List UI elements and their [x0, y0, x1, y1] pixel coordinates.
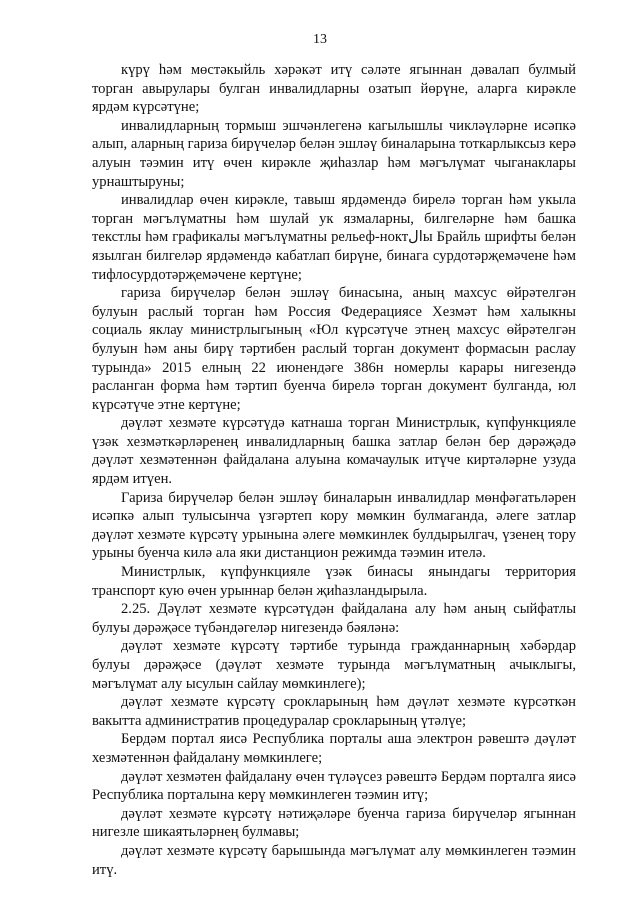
paragraph: дәүләт хезмәте күрсәтү барышында мәгълүмат алу мөмкинлеген тәэмин итү.: [92, 842, 576, 878]
paragraph: күрү һәм мөстәкыйль хәрәкәт итү сәләте ягыннан дәвалап булмый торган авырулары булган инвалидларны озатып йөрүне, аларга кирәкле ярдәм күрсәтүне;: [92, 62, 576, 116]
paragraph: гариза бирүчеләр белән эшләү бинасына, аның махсус өйрәтелгән булуын раслый торган һәм Россия Федерациясе Хезмәт һәм халыкны социаль яклау министрлыгының «Юл күрсәтүче этнең махсус өйрәтелгән булуын һәм аны бирү тәртибен раслый торган документ формасын раслау турында» 2015 елның 22 июнендәге 386н номерлы карары нигезендә расланган форма һәм тәртип буенча бирелә торган документ булганда, юл күрсәтүче этне кертүне;: [92, 285, 576, 413]
paragraph: 2.25. Дәүләт хезмәте күрсәтүдән файдалана алу һәм аның сыйфатлы булуы дәрәҗәсе түбәндәгеләр нигезендә бәяләнә:: [92, 601, 576, 636]
paragraph: дәүләт хезмәте күрсәтү тәртибе турында гражданнарның хәбәрдар булуы дәрәҗәсе (дәүләт хезмәте турында мәгълүматның ачыклыгы, мәгълүмат алу ысулын сайлау мөмкинлеге);: [92, 638, 576, 692]
paragraph: инвалидларның тормыш эшчәнлегенә кагылышлы чикләүләрне исәпкә алып, аларның гариза бирүчеләр белән эшләү биналарына тоткарлыксыз керә алуын тәэмин итү өчен кирәкле җиһазлар һәм мәгълүмат чыганаклары урнаштыруны;: [92, 117, 576, 190]
paragraph: дәүләт хезмәте күрсәтүдә катнаша торган Министрлык, күпфункцияле үзәк хезмәткәрләренең инвалидларның башка затлар белән бер дәрәҗәдә дәүләт хезмәтеннән файдалана алуына комачаулык итүче киртәләрне узуда ярдәм итүен.: [92, 415, 576, 488]
paragraph: дәүләт хезмәтен файдалану өчен түләүсез рәвештә Бердәм порталга яисә Республика порталына керү мөмкинлеген тәэмин итү;: [92, 768, 576, 804]
paragraph: инвалидлар өчен кирәкле, тавыш ярдәмендә бирелә торган һәм укыла торган мәгълүматны һәм шулай ук язмаларны, билгеләрне һәм башка текстлы һәм графикалы мәгълүматны рельеф-ноктالы Брайль шрифты белән язылган билгеләр ярдәмендә кабатлап бирүне, бинага сурдотәрҗемәчене һәм тифлосурдотәрҗемәчене кертүне;: [92, 192, 576, 283]
paragraph: Министрлык, күпфункцияле үзәк бинасы янындагы территория транспорт кую өчен урыннар белән җиһазландырыла.: [92, 564, 576, 599]
paragraph: дәүләт хезмәте күрсәтү срокларының һәм дәүләт хезмәте күрсәткән вакытта административ процедуралар срокларының үтәлүе;: [92, 694, 576, 729]
paragraph: Бердәм портал яисә Республика порталы аша электрон рәвештә дәүләт хезмәтеннән файдалану мөмкинлеге;: [92, 731, 576, 766]
paragraph: дәүләт хезмәте күрсәтү нәтиҗәләре буенча гариза бирүчеләр ягыннан нигезле шикаятьләрнең булмавы;: [92, 805, 576, 841]
document-body: [92, 61, 576, 879]
paragraph: Гариза бирүчеләр белән эшләү биналарын инвалидлар мөнфәгатьләрен исәпкә алып тулысынча үзгәртеп кору мөмкин булмаганда, әлеге затлар дәүләт хезмәте күрсәтү урынына әлеге мөмкинлек булдырылгач, үзенең тору урыны буенча килә ала яки дистанцион режимда тәэмин ителә.: [92, 489, 576, 562]
page-number: 13: [313, 32, 327, 47]
